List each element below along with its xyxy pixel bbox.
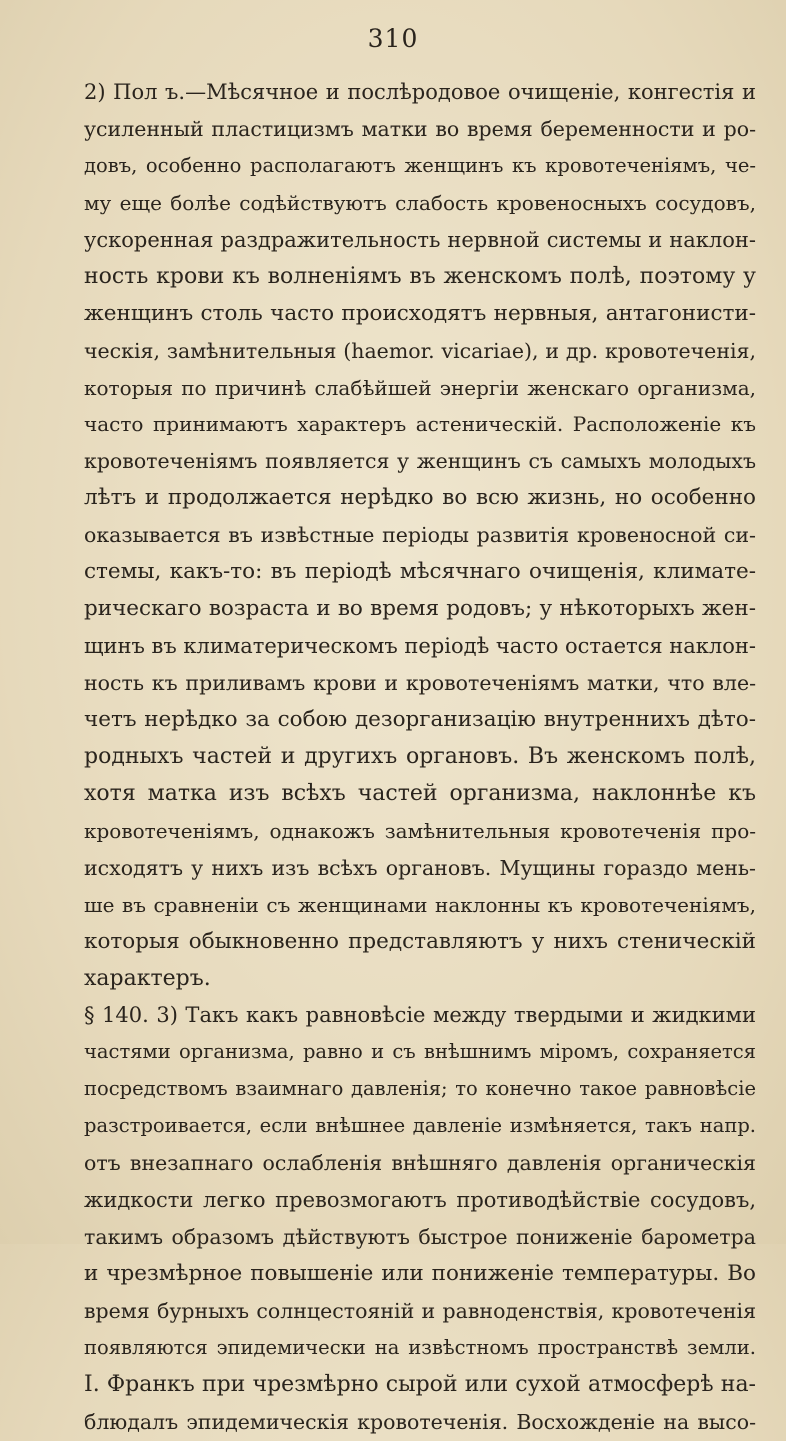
text-line: посредствомъ взаимнаго давленія; то конечно такое равновѣсіе bbox=[84, 1077, 756, 1101]
text-line: лѣтъ и продолжается нерѣдко во всю жизнь, но особенно bbox=[84, 485, 756, 511]
text-line: ческія, замѣнительныя (haemor. vicariae), и др. кровотеченія, bbox=[84, 338, 756, 363]
text-line: кровотеченіямъ, однакожъ замѣнительныя кровотеченія про- bbox=[84, 818, 756, 843]
text-line: частями организма, равно и съ внѣшнимъ міромъ, сохраняется bbox=[84, 1040, 756, 1064]
text-line: время бурныхъ солнцестояній и равноденствія, кровотеченія bbox=[84, 1298, 756, 1323]
text-line: ность къ приливамъ крови и кровотеченіямъ матки, что вле- bbox=[84, 671, 756, 695]
text-line: довъ, особенно располагаютъ женщинъ къ кровотеченіямъ, че- bbox=[84, 153, 756, 177]
text-line: характеръ. bbox=[84, 965, 211, 991]
text-line: ускоренная раздражительность нервной системы и наклон- bbox=[84, 227, 756, 252]
text-line: рическаго возраста и во время родовъ; у нѣкоторыхъ жен- bbox=[84, 596, 756, 622]
text-line: оказывается въ извѣстные періоды развитія кровеносной си- bbox=[84, 523, 756, 548]
text-line: блюдалъ эпидемическія кровотеченія. Восхожденіе на высо- bbox=[84, 1409, 756, 1434]
text-line: стемы, какъ-то: въ періодѣ мѣсячнаго очищенія, климате- bbox=[84, 559, 756, 585]
text-line: часто принимаютъ характеръ астеническій. Расположеніе къ bbox=[84, 412, 756, 437]
text-line: исходятъ у нихъ изъ всѣхъ органовъ. Мущины гораздо мень- bbox=[84, 855, 756, 880]
text-line: которыя по причинѣ слабѣйшей энергіи женскаго организма, bbox=[84, 375, 756, 400]
text-line: и чрезмѣрное повышеніе или пониженіе температуры. Во bbox=[84, 1261, 756, 1286]
text-line: ность крови къ волненіямъ въ женскомъ полѣ, поэтому у bbox=[84, 263, 756, 289]
text-line: отъ внезапнаго ослабленія внѣшняго давленія органическія bbox=[84, 1151, 756, 1176]
text-line: четъ нерѣдко за собою дезорганизацію внутреннихъ дѣто- bbox=[84, 706, 756, 732]
text-line: щинъ въ климатерическомъ періодѣ часто остается наклон- bbox=[84, 634, 756, 659]
text-line: жидкости легко превозмогаютъ противодѣйствіе сосудовъ, bbox=[84, 1188, 756, 1213]
text-line: женщинъ столь часто происходятъ нервныя, антагонисти- bbox=[84, 300, 756, 326]
text-line: которыя обыкновенно представляютъ у нихъ стеническій bbox=[84, 928, 756, 954]
text-line: ше въ сравненіи съ женщинами наклонны къ кровотеченіямъ, bbox=[84, 892, 756, 917]
text-line: І. Франкъ при чрезмѣрно сырой или сухой атмосферѣ на- bbox=[84, 1371, 756, 1397]
page-number: 310 bbox=[367, 24, 419, 53]
section-heading-line: § 140. 3) Такъ какъ равновѣсіе между твердыми и жидкими bbox=[84, 1003, 756, 1028]
text-line: усиленный пластицизмъ матки во время беременности и ро- bbox=[84, 116, 756, 141]
text-line: появляются эпидемически на извѣстномъ пространствѣ земли. bbox=[84, 1335, 756, 1359]
text-line: му еще болѣе содѣйствуютъ слабость кровеносныхъ сосудовъ, bbox=[84, 190, 756, 215]
text-line: кровотеченіямъ появляется у женщинъ съ самыхъ молодыхъ bbox=[84, 449, 756, 474]
text-line: такимъ образомъ дѣйствуютъ быстрое пониженіе барометра bbox=[84, 1225, 756, 1250]
text-line: хотя матка изъ всѣхъ частей организма, наклоннѣе къ bbox=[84, 780, 756, 806]
body-text bbox=[84, 74, 756, 1441]
text-line: 2) Пол ъ.—Мѣсячное и послѣродовое очищеніе, конгестія и bbox=[84, 80, 756, 104]
text-line: разстроивается, если внѣшнее давленіе измѣняется, такъ напр. bbox=[84, 1114, 756, 1138]
text-line: родныхъ частей и другихъ органовъ. Въ женскомъ полѣ, bbox=[84, 743, 756, 769]
